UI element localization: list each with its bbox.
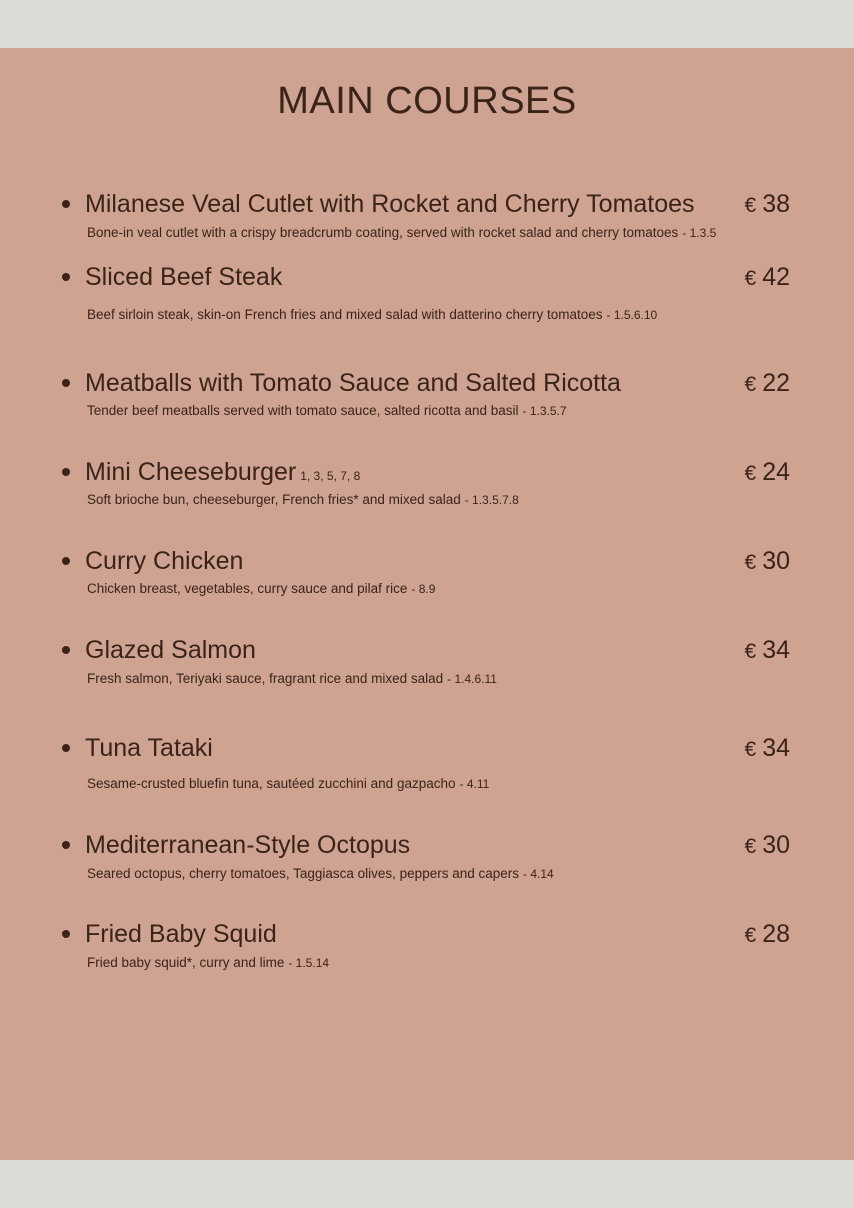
item-name: Mediterranean-Style Octopus bbox=[85, 831, 411, 859]
item-price: € 22 bbox=[744, 369, 790, 397]
bullet-icon bbox=[62, 930, 70, 938]
item-description: Seared octopus, cherry tomatoes, Taggiasca olives, peppers and capers - 4.14 bbox=[87, 866, 554, 881]
allergen-codes: - 1.5.6.10 bbox=[606, 308, 658, 322]
euro-icon: € bbox=[744, 924, 757, 947]
allergen-codes: - 4.11 bbox=[459, 777, 490, 791]
item-description: Soft brioche bun, cheeseburger, French fries* and mixed salad - 1.3.5.7.8 bbox=[87, 492, 519, 507]
item-name: Glazed Salmon bbox=[85, 636, 256, 664]
allergen-codes: - 1.3.5.7 bbox=[522, 404, 567, 418]
euro-icon: € bbox=[744, 738, 757, 761]
item-name: Milanese Veal Cutlet with Rocket and Cherry Tomatoes bbox=[85, 190, 695, 218]
bullet-icon bbox=[62, 200, 70, 208]
item-name: Meatballs with Tomato Sauce and Salted Ricotta bbox=[85, 369, 621, 397]
euro-icon: € bbox=[744, 640, 757, 663]
bullet-icon bbox=[62, 273, 70, 281]
allergen-codes: - 1.3.5 bbox=[682, 226, 717, 240]
item-description: Sesame-crusted bluefin tuna, sautéed zucchini and gazpacho - 4.11 bbox=[87, 776, 490, 791]
menu-page bbox=[0, 48, 854, 1160]
euro-icon: € bbox=[744, 373, 757, 396]
item-description: Fried baby squid*, curry and lime - 1.5.14 bbox=[87, 955, 330, 970]
item-price: € 38 bbox=[744, 190, 790, 218]
euro-icon: € bbox=[744, 267, 757, 290]
item-description: Beef sirloin steak, skin-on French fries and mixed salad with datterino cherry tomatoes - 1.5.6.10 bbox=[87, 307, 658, 322]
bullet-icon bbox=[62, 379, 70, 387]
item-name: Mini Cheeseburger 1, 3, 5, 7, 8 bbox=[85, 458, 361, 486]
item-price: € 34 bbox=[744, 734, 790, 762]
page-title: MAIN COURSES bbox=[277, 80, 577, 122]
allergen-codes: - 4.14 bbox=[523, 867, 554, 881]
item-price: € 30 bbox=[744, 831, 790, 859]
allergen-codes: - 8.9 bbox=[411, 582, 436, 596]
euro-icon: € bbox=[744, 194, 757, 217]
allergen-codes: - 1.3.5.7.8 bbox=[464, 493, 519, 507]
item-name: Sliced Beef Steak bbox=[85, 263, 283, 291]
item-price: € 42 bbox=[744, 263, 790, 291]
bullet-icon bbox=[62, 744, 70, 752]
bullet-icon bbox=[62, 646, 70, 654]
item-price: € 28 bbox=[744, 920, 790, 948]
item-description: Chicken breast, vegetables, curry sauce and pilaf rice - 8.9 bbox=[87, 581, 436, 596]
allergen-codes: - 1.5.14 bbox=[288, 956, 330, 970]
bullet-icon bbox=[62, 468, 70, 476]
bullet-icon bbox=[62, 841, 70, 849]
item-name: Curry Chicken bbox=[85, 547, 244, 575]
allergen-codes: - 1.4.6.11 bbox=[447, 672, 497, 686]
euro-icon: € bbox=[744, 462, 757, 485]
item-name: Tuna Tataki bbox=[85, 734, 213, 762]
item-price: € 24 bbox=[744, 458, 790, 486]
euro-icon: € bbox=[744, 835, 757, 858]
item-description: Bone-in veal cutlet with a crispy breadcrumb coating, served with rocket salad and cherry tomatoes - 1.3.5 bbox=[87, 225, 717, 240]
item-description: Tender beef meatballs served with tomato sauce, salted ricotta and basil - 1.3.5.7 bbox=[87, 403, 567, 418]
item-description: Fresh salmon, Teriyaki sauce, fragrant rice and mixed salad - 1.4.6.11 bbox=[87, 671, 497, 686]
bullet-icon bbox=[62, 557, 70, 565]
item-price: € 34 bbox=[744, 636, 790, 664]
euro-icon: € bbox=[744, 551, 757, 574]
item-price: € 30 bbox=[744, 547, 790, 575]
name-allergens: 1, 3, 5, 7, 8 bbox=[300, 469, 361, 483]
item-name: Fried Baby Squid bbox=[85, 920, 277, 948]
